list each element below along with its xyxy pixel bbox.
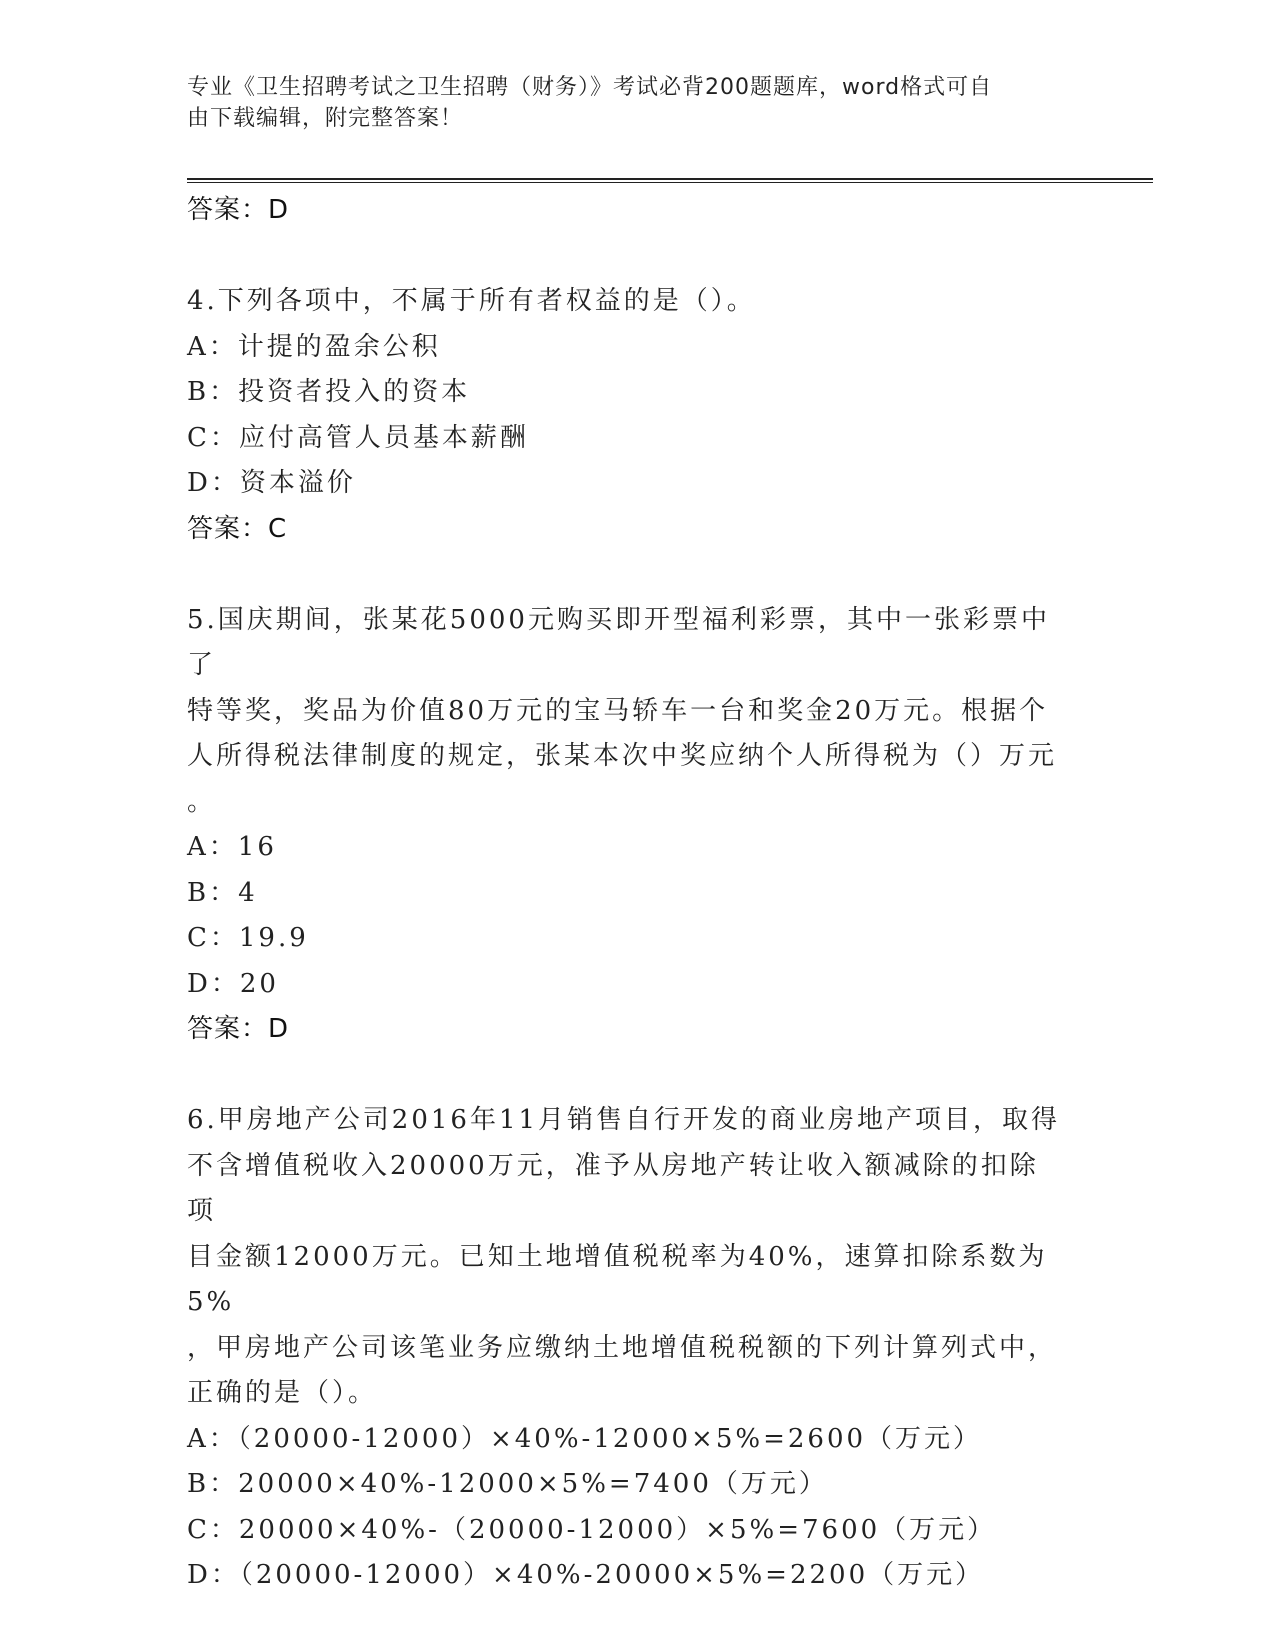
option-b: B：4: [187, 877, 258, 908]
document-body: [187, 188, 1067, 1599]
question-6: [187, 1098, 1067, 1599]
option-a: A：16: [187, 832, 277, 862]
option-d: D：资本溢价: [187, 468, 356, 498]
option-b: B：20000×40%-12000×5%=7400（万元）: [187, 1469, 828, 1499]
option-c: C：应付高管人员基本薪酬: [187, 422, 529, 453]
header-line-1: 专业《卫生招聘考试之卫生招聘（财务）》考试必背200题题库，word格式可自: [187, 75, 993, 100]
header-divider-thin: [187, 182, 1153, 183]
option-c: C：20000×40%-（20000-12000）×5%=7600（万元）: [187, 1514, 997, 1545]
question-5: [187, 598, 1067, 1053]
option-a: A：计提的盈余公积: [187, 331, 441, 362]
option-a: A：（20000-12000）×40%-12000×5%=2600（万元）: [187, 1423, 983, 1454]
answer-q5: 答案：D: [187, 1014, 290, 1044]
question-stem-line: 目金额12000万元。已知土地增值税税率为40%，速算扣除系数为5%: [187, 1241, 1048, 1317]
option-b: B：投资者投入的资本: [187, 377, 471, 407]
document-header: [187, 72, 1067, 134]
question-stem-line: 。: [187, 786, 217, 817]
question-stem-line: 正确的是（）。: [187, 1378, 378, 1408]
question-4: [187, 279, 1067, 552]
spacer: [187, 552, 1067, 598]
answer-q4: 答案：C: [187, 513, 288, 544]
option-d: D：（20000-12000）×40%-20000×5%=2200（万元）: [187, 1560, 985, 1590]
option-d: D：20: [187, 968, 279, 999]
answer-q3: 答案：D: [187, 195, 290, 225]
option-c: C：19.9: [187, 923, 309, 953]
question-stem-line: 5.国庆期间，张某花5000元购买即开型福利彩票，其中一张彩票中了: [187, 604, 1050, 680]
question-stem: 4.下列各项中，不属于所有者权益的是（）。: [187, 286, 756, 316]
question-stem-line: 人所得税法律制度的规定，张某本次中奖应纳个人所得税为（）万元: [187, 741, 1058, 771]
question-stem-line: 不含增值税收入20000万元，准予从房地产转让收入额减除的扣除项: [187, 1150, 1039, 1226]
header-line-2: 由下载编辑，附完整答案！: [187, 106, 464, 131]
question-stem-line: 6.甲房地产公司2016年11月销售自行开发的商业房地产项目，取得: [187, 1105, 1061, 1135]
header-divider-thick: [187, 178, 1153, 180]
spacer: [187, 1053, 1067, 1099]
question-stem-line: 特等奖，奖品为价值80万元的宝马轿车一台和奖金20万元。根据个: [187, 695, 1049, 726]
spacer: [187, 234, 1067, 280]
question-stem-line: ，甲房地产公司该笔业务应缴纳土地增值税税额的下列计算列式中，: [187, 1332, 1058, 1363]
